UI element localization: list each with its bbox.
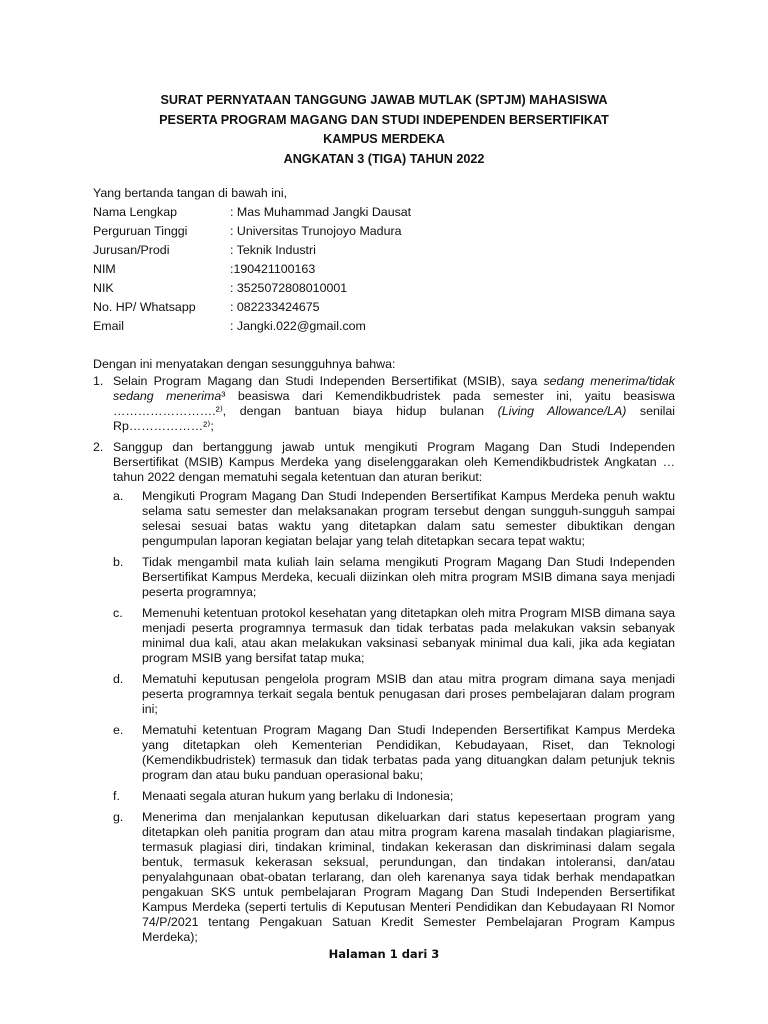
sub-item-letter: f. [113,789,120,803]
sub-item-d [113,672,675,717]
title-line-4: ANGKATAN 3 (TIGA) TAHUN 2022 [283,151,485,166]
identity-value: : Teknik Industri [230,243,316,257]
sub-item-c [113,606,675,666]
identity-label: NIM [93,262,116,276]
intro-text: Yang bertanda tangan di bawah ini, [93,186,288,200]
sub-item-f [113,789,675,804]
sub-item-text: Mematuhi keputusan pengelola program MSIB dan atau mitra program dimana saya menjadi peserta programnya terkait segala bentuk penugasan dari proses pembelajaran dalam program ini; [142,672,675,716]
identity-label: NIK [93,281,114,295]
item-text-part: Selain Program Magang dan Studi Independen Bersertifikat (MSIB), saya [113,374,544,388]
sub-item-g [113,810,675,945]
sub-item-letter: e. [113,723,124,737]
identity-label: Nama Lengkap [93,205,178,219]
identity-label: Jurusan/Prodi [93,243,170,257]
item-text-part: senilai Rp………………²⁾; [113,404,676,433]
document-title [80,91,688,169]
sub-item-letter: c. [113,606,123,620]
identity-value: : Mas Muhammad Jangki Dausat [230,205,412,219]
item-number: 2. [93,440,104,454]
sub-item-letter: g. [113,810,124,824]
identity-value: : Jangki.022@gmail.com [230,319,366,333]
sub-item-text: Memenuhi ketentuan protokol kesehatan yang ditetapkan oleh mitra Program MISB dimana saya menjadi peserta programnya termasuk dan tidak terbatas pada melakukan vaksin sebanyak minimal dua kali, atau akan melakukan vaksinasi sebanyak minimal dua kali, jika ada kegiatan program MSIB yang bersifat tatap muka; [142,606,675,665]
sub-item-b [113,555,675,600]
identity-label: Perguruan Tinggi [93,224,188,238]
title-line-3: KAMPUS MERDEKA [323,132,445,146]
statement-text: Dengan ini menyatakan dengan sesungguhnya bahwa: [93,357,396,371]
sub-item-e [113,723,675,783]
item-number: 1. [93,374,104,388]
item-text-italic: sedang menerima/tidak sedang menerima [113,374,676,403]
sub-item-letter: a. [113,489,124,503]
sub-item-text: Menaati segala aturan hukum yang berlaku di Indonesia; [142,789,454,803]
identity-value: : Universitas Trunojoyo Madura [230,224,402,238]
sub-item-a [113,489,675,549]
sub-item-text: Mengikuti Program Magang Dan Studi Independen Bersertifikat Kampus Merdeka penuh waktu selama satu semester dan melaksanakan program tersebut dengan sungguh-sungguh sampai selesai sesuai batas waktu yang ditetapkan dalam satu semester dibuktikan dengan pengumpulan laporan kegiatan belajar yang telah ditetapkan secara tepat waktu; [142,489,675,548]
sub-item-letter: b. [113,555,124,569]
title-line-1: SURAT PERNYATAAN TANGGUNG JAWAB MUTLAK (SPTJM) MAHASISWA [160,93,608,107]
title-line-2: PESERTA PROGRAM MAGANG DAN STUDI INDEPENDEN BERSERTIFIKAT [159,112,609,127]
sub-item-text: Mematuhi ketentuan Program Magang Dan Studi Independen Bersertifikat Kampus Merdeka yang ditetapkan oleh Kementerian Pendidikan, Kebudayaan, Riset, dan Teknologi (Kemendikbudristek) termasuk dan tidak terbatas pada yang dituangkan dalam petunjuk teknis program dan atau buku panduan operasional baku; [142,723,675,782]
sub-item-letter: d. [113,672,124,686]
identity-value: : 3525072808010001 [230,281,348,295]
item-text: Sanggup dan bertanggung jawab untuk mengikuti Program Magang Dan Studi Independen Bersertifikat (MSIB) Kampus Merdeka yang diselenggarakan oleh Kemendikbudristek Angkatan … tahun 2022 dengan mematuhi segala ketentuan dan aturan berikut: [113,440,675,484]
sub-item-text: Tidak mengambil mata kuliah lain selama mengikuti Program Magang Dan Studi Independen Bersertifikat Kampus Merdeka, kecuali diizinkan oleh mitra program MSIB dimana saya menjadi peserta programnya; [142,555,675,599]
identity-value: :190421100163 [230,262,316,276]
list-item-1 [93,374,675,434]
page-number-footer: Halaman 1 dari 3 [328,947,440,961]
item-text-part: ³ beasiswa dari Kemendikbudristek pada semester ini, yaitu beasiswa …………………….²⁾, dengan bantuan biaya hidup bulanan [113,389,675,418]
identity-label: Email [93,319,124,333]
identity-label: No. HP/ Whatsapp [93,300,196,314]
statement-list [93,374,675,951]
list-item-2 [93,440,675,945]
sub-list [113,489,675,945]
identity-value: : 082233424675 [230,300,320,314]
sub-item-text: Menerima dan menjalankan keputusan dikeluarkan dari status kepesertaan program yang ditetapkan oleh panitia program dan atau mitra program karena masalah tindakan plagiarisme, termasuk plagiasi diri, tindakan kriminal, tindakan kekerasan dan diskriminasi dalam segala bentuk, termasuk kekerasan seksual, perundungan, dan tindakan intoleransi, dan/atau penyalahgunaan obat-obatan terlarang, dan oleh karenanya saya tidak berhak mendapatkan pengakuan SKS untuk pembelajaran Program Magang Dan Studi Independen Bersertifikat Kampus Merdeka (seperti tertulis di Keputusan Menteri Pendidikan dan Kebudayaan RI Nomor 74/P/2021 tentang Pengakuan Satuan Kredit Semester Pembelajaran Program Kampus Merdeka); [142,810,675,944]
item-text-italic: (Living Allowance/LA) [497,404,627,418]
